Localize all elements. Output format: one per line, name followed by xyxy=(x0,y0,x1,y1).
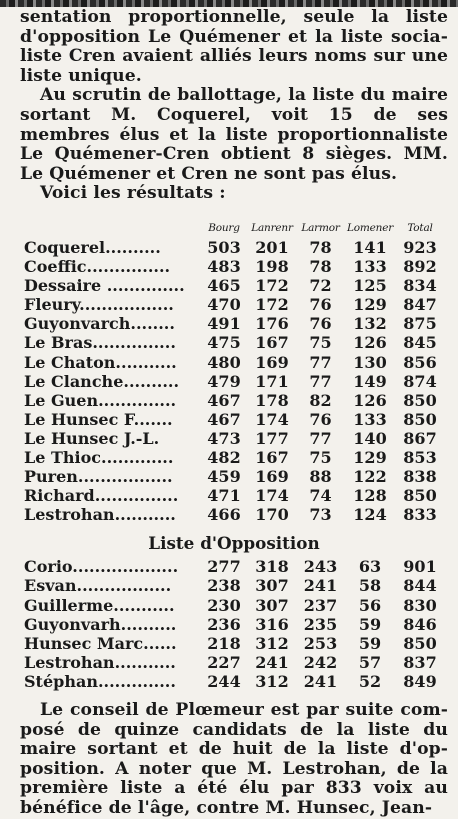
result-row xyxy=(24,653,445,672)
vote-count: 243 xyxy=(303,557,338,577)
majority-list xyxy=(24,238,445,524)
vote-count: 132 xyxy=(353,314,387,334)
intro-line: liste Cren avaient alliés leurs noms sur xyxy=(20,46,405,67)
ballot-line: Au scrutin de ballottage, la liste du xyxy=(40,85,386,106)
closing-paragraph xyxy=(20,701,448,819)
closing-line: position. A noter que M. Lestrohan, de la xyxy=(20,758,448,779)
intro-line: d'opposition Le Quémener et la liste socia- xyxy=(20,26,448,47)
vote-count: 177 xyxy=(255,428,289,448)
candidate-name: Lestrohan........... xyxy=(24,505,176,525)
vote-count: 124 xyxy=(353,505,387,525)
result-row xyxy=(24,333,445,352)
result-row xyxy=(24,429,445,448)
vote-count: 503 xyxy=(207,237,241,257)
candidate-name: Le Bras............... xyxy=(24,333,176,353)
ballot-line: Le Quémener et Cren ne sont pas élus. xyxy=(20,163,398,184)
results-table xyxy=(24,204,445,524)
vote-count: 475 xyxy=(207,333,241,353)
vote-count: 141 xyxy=(353,237,387,257)
result-row xyxy=(24,448,445,467)
vote-count: 850 xyxy=(403,409,437,429)
vote-count: 242 xyxy=(303,652,338,672)
vote-count: 76 xyxy=(309,314,332,334)
vote-count: 241 xyxy=(303,576,338,596)
vote-count: 850 xyxy=(403,633,437,653)
closing-line: posé de quinze candidats de la liste du xyxy=(20,719,448,740)
vote-count: 850 xyxy=(403,486,437,506)
vote-count: 77 xyxy=(309,352,332,372)
vote-count: 853 xyxy=(403,447,437,467)
vote-count: 133 xyxy=(353,409,387,429)
vote-count: 847 xyxy=(403,295,437,315)
vote-count: 470 xyxy=(207,295,241,315)
vote-count: 230 xyxy=(207,595,241,615)
vote-count: 465 xyxy=(207,276,241,296)
vote-count: 122 xyxy=(353,467,387,487)
opposition-list xyxy=(24,557,445,691)
article-column xyxy=(20,8,448,819)
vote-count: 849 xyxy=(403,671,437,691)
vote-count: 82 xyxy=(309,390,332,410)
result-row xyxy=(24,391,445,410)
vote-count: 125 xyxy=(353,276,387,296)
vote-count: 901 xyxy=(403,557,437,577)
candidate-name: Lestrohan........... xyxy=(24,652,176,672)
vote-count: 874 xyxy=(403,371,437,391)
ballot-line: membres élus et la liste proportionnaliste xyxy=(20,124,448,145)
vote-count: 307 xyxy=(255,576,289,596)
vote-count: 78 xyxy=(309,237,332,257)
column-header: Bourg xyxy=(208,221,240,234)
column-header: Lanrenr xyxy=(251,221,293,234)
closing-line: bénéfice de l'âge, contre M. Hunsec, Jean- xyxy=(20,797,433,818)
vote-count: 126 xyxy=(353,333,387,353)
vote-count: 236 xyxy=(207,614,241,634)
vote-count: 74 xyxy=(309,486,332,506)
vote-count: 241 xyxy=(255,652,289,672)
vote-count: 73 xyxy=(309,505,332,525)
candidate-name: Stéphan.............. xyxy=(24,671,176,691)
vote-count: 174 xyxy=(255,409,289,429)
vote-count: 846 xyxy=(403,614,437,634)
vote-count: 133 xyxy=(353,257,387,277)
vote-count: 176 xyxy=(255,314,289,334)
vote-count: 77 xyxy=(309,428,332,448)
vote-count: 318 xyxy=(255,557,289,577)
vote-count: 76 xyxy=(309,295,332,315)
vote-count: 845 xyxy=(403,333,437,353)
candidate-name: Le Hunsec J.-L. xyxy=(24,428,160,448)
vote-count: 856 xyxy=(403,352,437,372)
vote-count: 237 xyxy=(303,595,338,615)
vote-count: 459 xyxy=(207,467,241,487)
vote-count: 167 xyxy=(255,447,289,467)
vote-count: 238 xyxy=(207,576,241,596)
result-row xyxy=(24,505,445,524)
intro-line: sentation proportionnelle, seule la liste xyxy=(20,7,448,27)
results-title: Voici les résultats : xyxy=(40,183,226,204)
result-row xyxy=(24,295,445,314)
candidate-name: Coquerel.......... xyxy=(24,237,161,257)
results-header-row xyxy=(24,204,445,238)
candidate-name: Puren................. xyxy=(24,467,173,487)
candidate-name: Le Thioc............. xyxy=(24,447,174,467)
result-row xyxy=(24,634,445,653)
vote-count: 838 xyxy=(403,467,437,487)
vote-count: 227 xyxy=(207,652,241,672)
vote-count: 875 xyxy=(403,314,437,334)
vote-count: 467 xyxy=(207,390,241,410)
candidate-name: Coeffic............... xyxy=(24,257,171,277)
intro-paragraph xyxy=(20,8,448,86)
result-row xyxy=(24,557,445,576)
vote-count: 471 xyxy=(207,486,241,506)
vote-count: 312 xyxy=(255,671,289,691)
vote-count: 169 xyxy=(255,352,289,372)
vote-count: 201 xyxy=(255,237,289,257)
vote-count: 307 xyxy=(255,595,289,615)
vote-count: 867 xyxy=(403,428,437,448)
vote-count: 923 xyxy=(403,237,437,257)
vote-count: 77 xyxy=(309,371,332,391)
column-header: Lomener xyxy=(346,221,394,234)
vote-count: 837 xyxy=(403,652,437,672)
vote-count: 149 xyxy=(353,371,387,391)
candidate-name: Guyonvarch........ xyxy=(24,314,175,334)
vote-count: 235 xyxy=(303,614,338,634)
vote-count: 833 xyxy=(403,505,437,525)
result-row xyxy=(24,353,445,372)
result-row xyxy=(24,276,445,295)
vote-count: 170 xyxy=(255,505,289,525)
result-row xyxy=(24,576,445,595)
intro-line: une liste unique. xyxy=(20,46,448,86)
result-row xyxy=(24,372,445,391)
vote-count: 167 xyxy=(255,333,289,353)
vote-count: 491 xyxy=(207,314,241,334)
vote-count: 172 xyxy=(255,276,289,296)
vote-count: 171 xyxy=(255,371,289,391)
vote-count: 59 xyxy=(358,614,382,634)
vote-count: 52 xyxy=(358,671,382,691)
vote-count: 830 xyxy=(403,595,437,615)
vote-count: 480 xyxy=(207,352,241,372)
candidate-name: Le Clanche.......... xyxy=(24,371,180,391)
closing-line: première liste a été élu par 833 voix au xyxy=(20,778,448,799)
candidate-name: Richard............... xyxy=(24,486,179,506)
vote-count: 844 xyxy=(403,576,437,596)
closing-line: maire sortant et de huit de la liste d'op- xyxy=(20,739,448,760)
candidate-name: Hunsec Marc...... xyxy=(24,633,177,653)
vote-count: 198 xyxy=(255,257,289,277)
vote-count: 172 xyxy=(255,295,289,315)
vote-count: 482 xyxy=(207,447,241,467)
candidate-name: Corio................... xyxy=(24,557,179,577)
vote-count: 312 xyxy=(255,633,289,653)
candidate-name: Guyonvarh.......... xyxy=(24,614,177,634)
vote-count: 892 xyxy=(403,257,437,277)
vote-count: 126 xyxy=(353,390,387,410)
vote-count: 467 xyxy=(207,409,241,429)
opposition-table xyxy=(24,557,445,691)
column-header: Total xyxy=(407,221,433,234)
vote-count: 59 xyxy=(358,633,382,653)
vote-count: 253 xyxy=(303,633,338,653)
vote-count: 218 xyxy=(207,633,241,653)
vote-count: 834 xyxy=(403,276,437,296)
candidate-name: Le Chaton........... xyxy=(24,352,177,372)
result-row xyxy=(24,467,445,486)
column-header: Larmor xyxy=(301,221,340,234)
candidate-name: Fleury................. xyxy=(24,295,174,315)
vote-count: 466 xyxy=(207,505,241,525)
candidate-name: Dessaire .............. xyxy=(24,276,185,296)
vote-count: 140 xyxy=(353,428,387,448)
vote-count: 72 xyxy=(309,276,332,296)
vote-count: 88 xyxy=(309,467,332,487)
candidate-name: Le Hunsec F....... xyxy=(24,409,173,429)
page-top-border xyxy=(0,0,458,7)
vote-count: 128 xyxy=(353,486,387,506)
result-row xyxy=(24,410,445,429)
result-row xyxy=(24,615,445,634)
vote-count: 130 xyxy=(353,352,387,372)
candidate-name: Le Guen.............. xyxy=(24,390,177,410)
vote-count: 241 xyxy=(303,671,338,691)
ballot-line: maire sortant M. Coquerel, voit 15 de ses xyxy=(20,85,448,125)
candidate-name: Guillerme........... xyxy=(24,595,175,615)
vote-count: 244 xyxy=(207,671,241,691)
vote-count: 178 xyxy=(255,390,289,410)
vote-count: 473 xyxy=(207,428,241,448)
result-row xyxy=(24,672,445,691)
vote-count: 75 xyxy=(309,333,332,353)
vote-count: 78 xyxy=(309,257,332,277)
vote-count: 63 xyxy=(358,557,382,577)
vote-count: 57 xyxy=(358,652,382,672)
opposition-heading: Liste d'Opposition xyxy=(148,533,320,554)
vote-count: 129 xyxy=(353,295,387,315)
vote-count: 316 xyxy=(255,614,289,634)
vote-count: 58 xyxy=(358,576,382,596)
vote-count: 169 xyxy=(255,467,289,487)
ballot-paragraph xyxy=(20,86,448,184)
closing-line: Le conseil de Plœmeur est par suite com- xyxy=(40,700,448,720)
ballot-line: Le Quémener-Cren obtient 8 sièges. MM. xyxy=(20,144,448,165)
vote-count: 277 xyxy=(207,557,241,577)
vote-count: 483 xyxy=(207,257,241,277)
vote-count: 75 xyxy=(309,447,332,467)
result-row xyxy=(24,238,445,257)
vote-count: 174 xyxy=(255,486,289,506)
vote-count: 76 xyxy=(309,409,332,429)
result-row xyxy=(24,486,445,505)
result-row xyxy=(24,596,445,615)
vote-count: 56 xyxy=(358,595,382,615)
vote-count: 850 xyxy=(403,390,437,410)
result-row xyxy=(24,257,445,276)
candidate-name: Esvan................. xyxy=(24,576,172,596)
vote-count: 479 xyxy=(207,371,241,391)
result-row xyxy=(24,314,445,333)
vote-count: 129 xyxy=(353,447,387,467)
